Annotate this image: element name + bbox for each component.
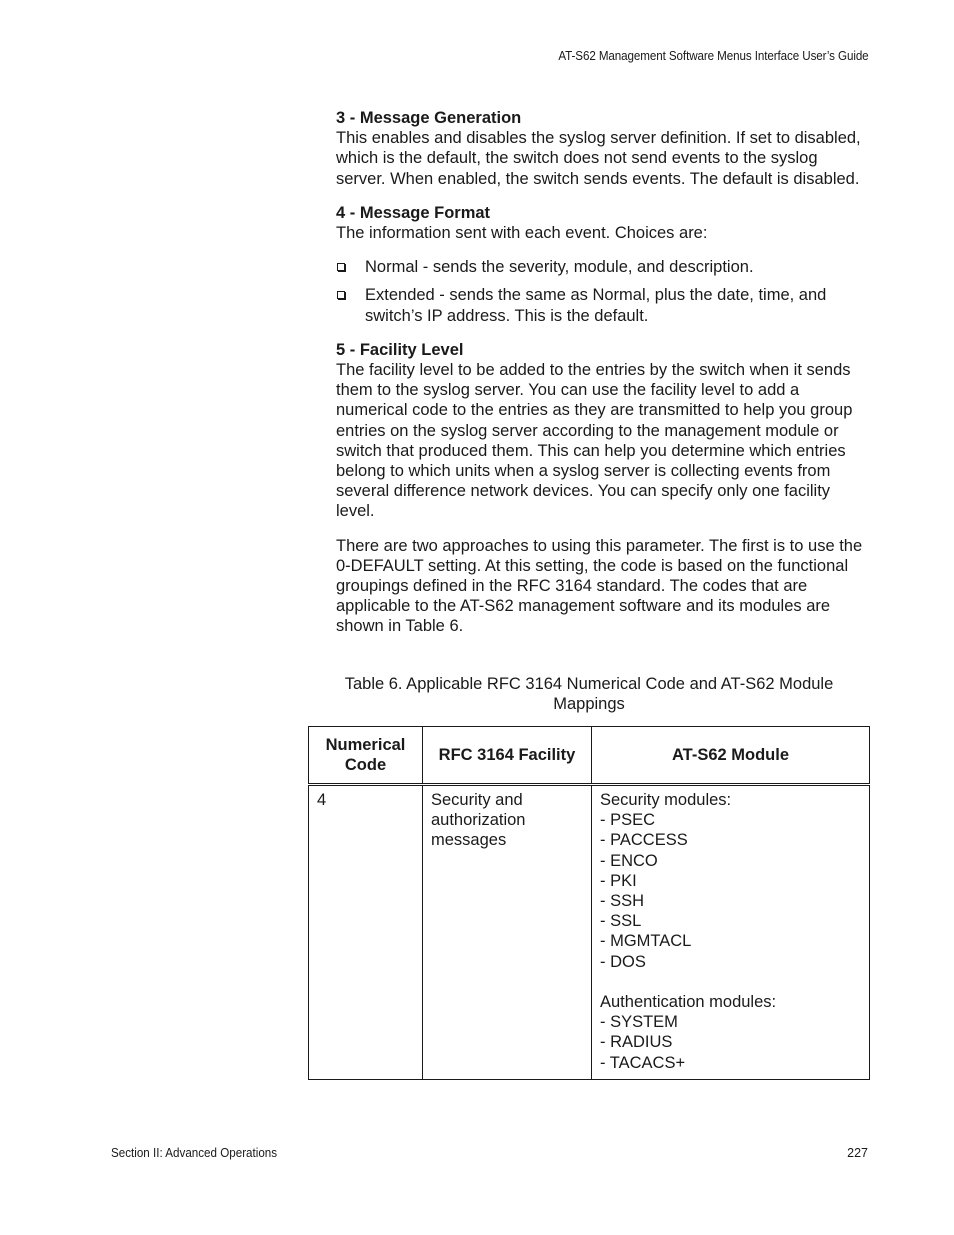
module-line: - PSEC [600, 811, 656, 830]
module-line: - SSH [600, 892, 645, 911]
module-line: - DOS [600, 952, 646, 971]
page-number: 227 [847, 1146, 868, 1160]
message-generation-description: This enables and disables the syslog server definition. If set to disabled, which is the default, the switch does not send events to the syslog server. When enabled, the switch sends events. The default is disabled. [336, 129, 861, 188]
module-line-spacer [600, 972, 861, 992]
running-header: AT-S62 Management Software Menus Interface User’s Guide [558, 49, 869, 63]
cell-modules [592, 785, 870, 1080]
module-line: - PKI [600, 871, 637, 890]
message-generation-heading: 3 - Message Generation [336, 109, 522, 127]
header-module: AT-S62 Module [592, 727, 870, 785]
facility-level-description: The facility level to be added to the entries by the switch when it sends them to the syslog server. You can use the facility level to add a numerical code to the entries as they are transmitted to help you group entries on the syslog server according to the management module or switch that produced them. This can help you determine which entries belong to which units when a syslog server is collecting events from several difference network devices. You can specify only one facility level. [336, 361, 853, 521]
module-line: Authentication modules: [600, 993, 777, 1012]
message-format-heading: 4 - Message Format [336, 203, 491, 222]
cell-code: 4 [309, 785, 423, 1080]
table-caption: Table 6. Applicable RFC 3164 Numerical Code and AT-S62 Module Mappings [344, 675, 834, 714]
table-header-row [309, 727, 870, 785]
module-line: - SSL [600, 912, 642, 931]
header-numerical-code: Numerical Code [309, 727, 423, 785]
facility-level-heading: 5 - Facility Level [336, 340, 464, 359]
choice-item-normal [336, 257, 871, 277]
module-line: Security modules: [600, 791, 732, 809]
cell-facility: Security and authorization messages [423, 785, 592, 1080]
module-line: - TACACS+ [600, 1053, 686, 1072]
facility-level-approaches: There are two approaches to using this parameter. The first is to use the 0-DEFAULT setting. At this setting, the code is based on the functional groupings defined in the RFC 3164 standard. The codes that are applicable to the AT-S62 management software and its modules are shown in Table 6. [336, 536, 863, 636]
message-format-intro: The information sent with each event. Choices are: [336, 224, 708, 243]
module-line: - ENCO [600, 851, 658, 870]
table-row [309, 785, 870, 1080]
footer-section-title: Section II: Advanced Operations [111, 1146, 278, 1160]
page-body [336, 108, 871, 651]
module-line: - RADIUS [600, 1033, 673, 1052]
module-line: - SYSTEM [600, 1013, 678, 1032]
module-line: - PACCESS [600, 831, 688, 850]
message-format-choices [336, 257, 871, 326]
checkbox-bullet-icon [337, 291, 345, 299]
choice-normal-text: Normal - sends the severity, module, and description. [365, 258, 754, 277]
facility-mapping-table [308, 726, 870, 1080]
module-line: - MGMTACL [600, 932, 692, 951]
choice-item-extended [336, 285, 871, 325]
choice-extended-text: Extended - sends the same as Normal, plus the date, time, and switch’s IP address. This is the default. [365, 286, 827, 325]
header-rfc-facility: RFC 3164 Facility [423, 727, 592, 785]
checkbox-bullet-icon [337, 263, 345, 271]
